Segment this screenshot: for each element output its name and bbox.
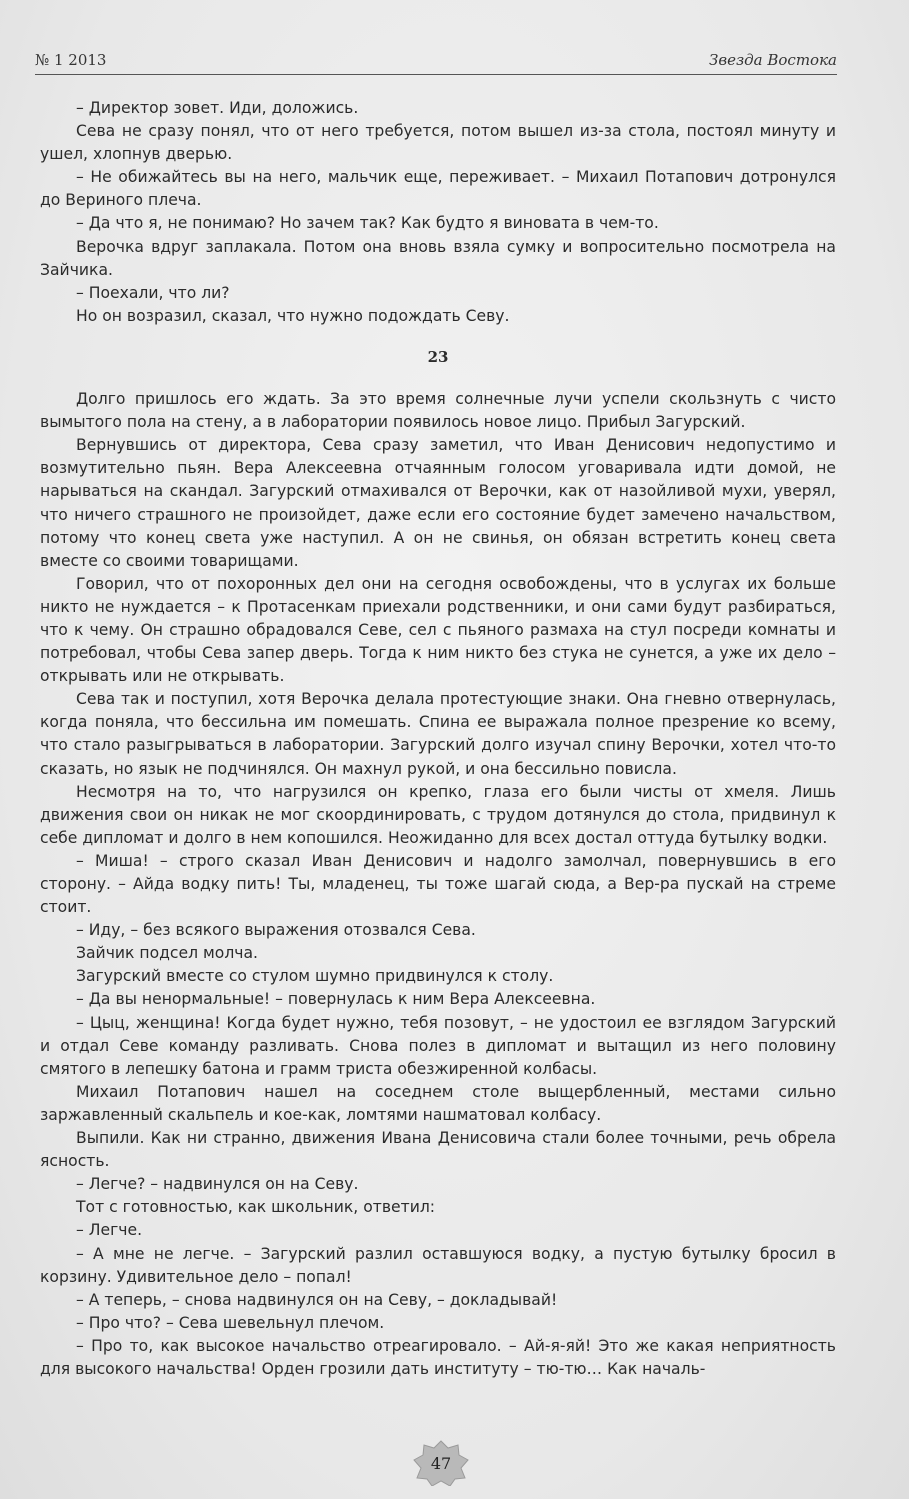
paragraph: Михаил Потапович нашел на соседнем столе выщербленный, местами сильно заржавленный скальпель и кое-как, ломтями нашматовал колбасу.	[40, 1082, 836, 1124]
paragraph: – Да вы ненормальные! – повернулась к ним Вера Алексеевна.	[76, 990, 596, 1009]
chapter-number: 23	[427, 347, 449, 366]
paragraph: Несмотря на то, что нагрузился он крепко, глаза его были чисты от хмеля. Лишь движения свои он никак не мог скоординировать, с трудом дотянулся до стола, придвинул к себе дипломат и долго в нем копошился. Неожиданно для всех достал оттуда бутылку водки.	[40, 782, 836, 847]
paragraph: – Про что? – Сева шевельнул плечом.	[76, 1313, 385, 1332]
paragraph: Тот с готовностью, как школьник, ответил:	[76, 1198, 436, 1217]
paragraph: – Директор зовет. Иди, доложись.	[76, 99, 359, 117]
paragraph: – Легче? – надвинулся он на Севу.	[76, 1175, 359, 1194]
paragraph: Вернувшись от директора, Сева сразу заметил, что Иван Денисович недопустимо и возмутительно пьян. Вера Алексеевна отчаянным голосом уговаривала идти домой, не нарываться на скандал. Загурский отмахивался от Верочки, как от назойливой мухи, уверял, что ничего страшного не произойдет, даже если его состояние будет замечено начальством, потому что конец света уже наступил. А он не свинья, он обязан встретить конец света вместе со своими товарищами.	[40, 436, 836, 570]
paragraph: – Легче.	[76, 1221, 143, 1240]
paragraph: Сева так и поступил, хотя Верочка делала протестующие знаки. Она гневно отвернулась, когда поняла, что бессильна им помешать. Спина ее выражала полное презрение ко всему, что стало разыгрываться в лаборатории. Загурский долго изучал спину Верочки, хотел что-то сказать, но язык не подчинялся. Он махнул рукой, и она бессильно повисла.	[40, 690, 836, 778]
paragraph: Верочка вдруг заплакала. Потом она вновь взяла сумку и вопросительно посмотрела на Зайчика.	[40, 237, 836, 279]
paragraphs-after-chapter	[40, 388, 836, 1381]
paragraph: Выпили. Как ни странно, движения Ивана Денисовича стали более точными, речь обрела ясность.	[40, 1129, 836, 1171]
paragraph: – А мне не легче. – Загурский разлил оставшуюся водку, а пустую бутылку бросил в корзину. Удивительное дело – попал!	[40, 1244, 836, 1286]
page-number: 47	[430, 1453, 452, 1473]
paragraph: Говорил, что от похоронных дел они на сегодня освобождены, что в услугах их больше никто не нуждается – к Протасенкам приехали родственники, и они сами будут разбираться, что к чему. Он страшно обрадовался Севе, сел с пьяного размаха на стул посреди комнаты и потребовал, чтобы Сева запер дверь. Тогда к ним никто без стука не сунется, а уже их дело – открывать или не открывать.	[40, 574, 836, 686]
paragraph: Но он возразил, сказал, что нужно подождать Севу.	[76, 306, 510, 325]
paragraph: – Не обижайтесь вы на него, мальчик еще, переживает. – Михаил Потапович дотронулся до Вериного плеча.	[40, 168, 836, 210]
paragraph: Зайчик подсел молча.	[76, 944, 259, 963]
paragraph: – Про то, как высокое начальство отреагировало. – Ай-я-яй! Это же какая неприятность для высокого начальства! Орден грозили дать институту – тю-тю… Как началь-	[40, 1336, 836, 1378]
paragraph: – Миша! – строго сказал Иван Денисович и надолго замолчал, повернувшись в его сторону. – Айда водку пить! Ты, младенец, ты тоже шагай сюда, а Вер-ра пускай на стреме стоит.	[40, 851, 836, 917]
page-number-badge	[413, 1440, 469, 1486]
paragraph: – Цыц, женщина! Когда будет нужно, тебя позовут, – не удостоил ее взглядом Загурский и отдал Севе команду разливать. Снова полез в дипломат и вытащил из него половину смятого в лепешку батона и грамм триста обезжиренной колбасы.	[40, 1013, 836, 1078]
journal-title: Звезда Востока	[709, 51, 837, 69]
paragraph: Загурский вместе со стулом шумно придвинулся к столу.	[76, 967, 554, 986]
running-header	[35, 46, 837, 75]
paragraph: Сева не сразу понял, что от него требуется, потом вышел из-за стола, постоял минуту и ушел, хлопнув дверью.	[40, 122, 836, 164]
issue-label: № 1 2013	[35, 51, 107, 69]
page-body	[40, 97, 836, 1381]
paragraph: – А теперь, – снова надвинулся он на Севу, – докладывай!	[76, 1290, 558, 1309]
paragraph: – Поехали, что ли?	[76, 283, 230, 302]
paragraphs-before-chapter	[40, 97, 836, 328]
paragraph: Долго пришлось его ждать. За это время солнечные лучи успели скользнуть с чисто вымытого пола на стену, а в лаборатории появилось новое лицо. Прибыл Загурский.	[40, 390, 836, 432]
paragraph: – Да что я, не понимаю? Но зачем так? Как будто я виновата в чем-то.	[76, 214, 659, 233]
paragraph: – Иду, – без всякого выражения отозвался Сева.	[76, 921, 476, 940]
